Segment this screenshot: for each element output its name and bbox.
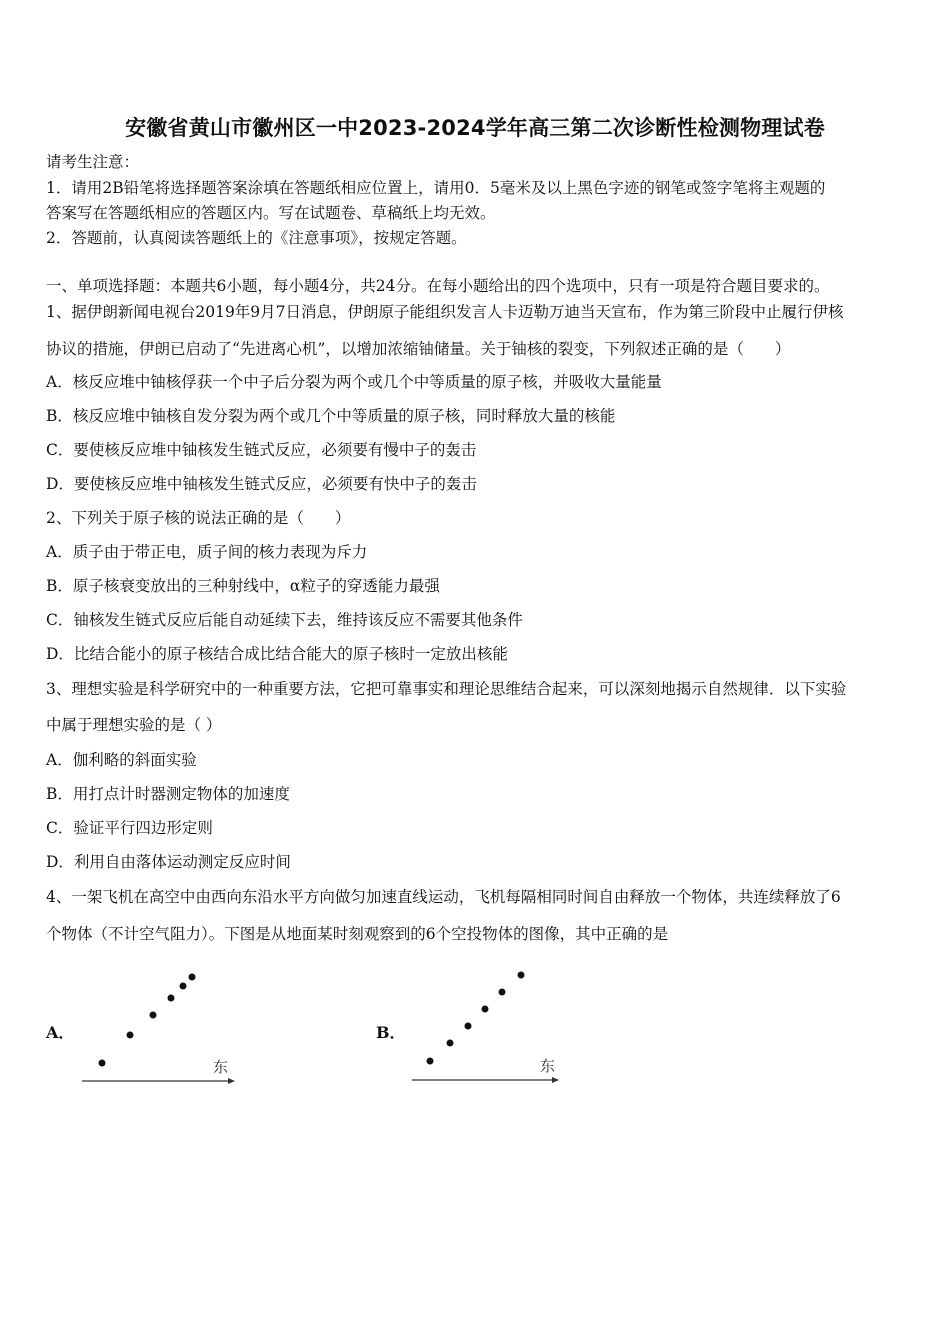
notice-item-1-line-2: 答案写在答题纸相应的答题区内。写在试题卷、草稿纸上均无效。 xyxy=(46,204,496,222)
figure-b-dot-5 xyxy=(499,989,506,996)
figure-a-label: A． xyxy=(46,1023,75,1042)
question-3-option-a: A．伽利略的斜面实验 xyxy=(46,751,197,769)
figure-a-arrowhead xyxy=(228,1078,235,1084)
figure-b-dot-6 xyxy=(518,972,525,979)
figure-a-dot-6 xyxy=(189,974,196,981)
figure-a-dot-5 xyxy=(180,983,187,990)
section-heading: 一、单项选择题：本题共6小题，每小题4分，共24分。在每小题给出的四个选项中，只有一项是符合题目要求的。 xyxy=(46,277,830,295)
question-3-option-d: D．利用自由落体运动测定反应时间 xyxy=(46,853,291,871)
figure-b-diagram xyxy=(400,960,580,1090)
question-4-stem-line-1: 4、一架飞机在高空中由西向东沿水平方向做匀加速直线运动，飞机每隔相同时间自由释放一个物体，共连续释放了6 xyxy=(46,888,841,906)
figure-a-dot-2 xyxy=(127,1032,134,1039)
figure-a-dot-4 xyxy=(168,995,175,1002)
notice-item-2: 2．答题前，认真阅读答题纸上的《注意事项》，按规定答题。 xyxy=(46,229,467,247)
question-3-stem-line-1: 3、理想实验是科学研究中的一种重要方法，它把可靠事实和理论思维结合起来，可以深刻地揭示自然规律．以下实验 xyxy=(46,680,847,698)
question-2-option-b: B．原子核衰变放出的三种射线中，α粒子的穿透能力最强 xyxy=(46,577,440,595)
figure-a-dot-3 xyxy=(150,1012,157,1019)
figure-a-axis-label: 东 xyxy=(213,1058,229,1076)
figure-a-dot-1 xyxy=(99,1060,106,1067)
figure-b-arrowhead xyxy=(552,1077,559,1083)
notice-item-1-line-1: 1．请用2B铅笔将选择题答案涂填在答题纸相应位置上，请用0．5毫米及以上黑色字迹的钢笔或签字笔将主观题的 xyxy=(46,179,826,197)
question-2-stem: 2、下列关于原子核的说法正确的是（ ） xyxy=(46,509,351,527)
figure-b-dot-4 xyxy=(482,1006,489,1013)
question-2-option-c: C．铀核发生链式反应后能自动延续下去，维持该反应不需要其他条件 xyxy=(46,611,523,629)
question-1-option-a: A．核反应堆中铀核俘获一个中子后分裂为两个或几个中等质量的原子核，并吸收大量能量 xyxy=(46,373,662,391)
question-1-option-d: D．要使核反应堆中铀核发生链式反应，必须要有快中子的轰击 xyxy=(46,475,477,493)
figure-b-dot-1 xyxy=(427,1058,434,1065)
question-1-option-b: B．核反应堆中铀核自发分裂为两个或几个中等质量的原子核，同时释放大量的核能 xyxy=(46,407,616,425)
figure-b-dot-3 xyxy=(465,1023,472,1030)
question-1-option-c: C．要使核反应堆中铀核发生链式反应，必须要有慢中子的轰击 xyxy=(46,441,477,459)
question-2-option-d: D．比结合能小的原子核结合成比结合能大的原子核时一定放出核能 xyxy=(46,645,508,663)
figure-a-diagram xyxy=(70,960,250,1090)
question-3-stem-line-2: 中属于理想实验的是（ ） xyxy=(46,716,222,734)
notice-heading: 请考生注意： xyxy=(46,153,140,171)
question-1-stem-line-2: 协议的措施，伊朗已启动了“先进离心机”，以增加浓缩铀储量。关于铀核的裂变，下列叙述正确的是（ ） xyxy=(46,340,791,358)
question-2-option-a: A．质子由于带正电，质子间的核力表现为斥力 xyxy=(46,543,368,561)
question-3-option-b: B．用打点计时器测定物体的加速度 xyxy=(46,785,290,803)
figure-b-label: B． xyxy=(376,1023,406,1042)
figure-b-axis-label: 东 xyxy=(540,1057,556,1075)
figure-b-dot-2 xyxy=(447,1040,454,1047)
page-title: 安徽省黄山市徽州区一中2023-2024学年高三第二次诊断性检测物理试卷 xyxy=(125,116,825,140)
question-1-stem-line-1: 1、据伊朗新闻电视台2019年9月7日消息，伊朗原子能组织发言人卡迈勒万迪当天宣布，作为第三阶段中止履行伊核 xyxy=(46,303,844,321)
question-3-option-c: C．验证平行四边形定则 xyxy=(46,819,213,837)
question-4-stem-line-2: 个物体（不计空气阻力）。下图是从地面某时刻观察到的6个空投物体的图像，其中正确的是 xyxy=(46,925,669,943)
